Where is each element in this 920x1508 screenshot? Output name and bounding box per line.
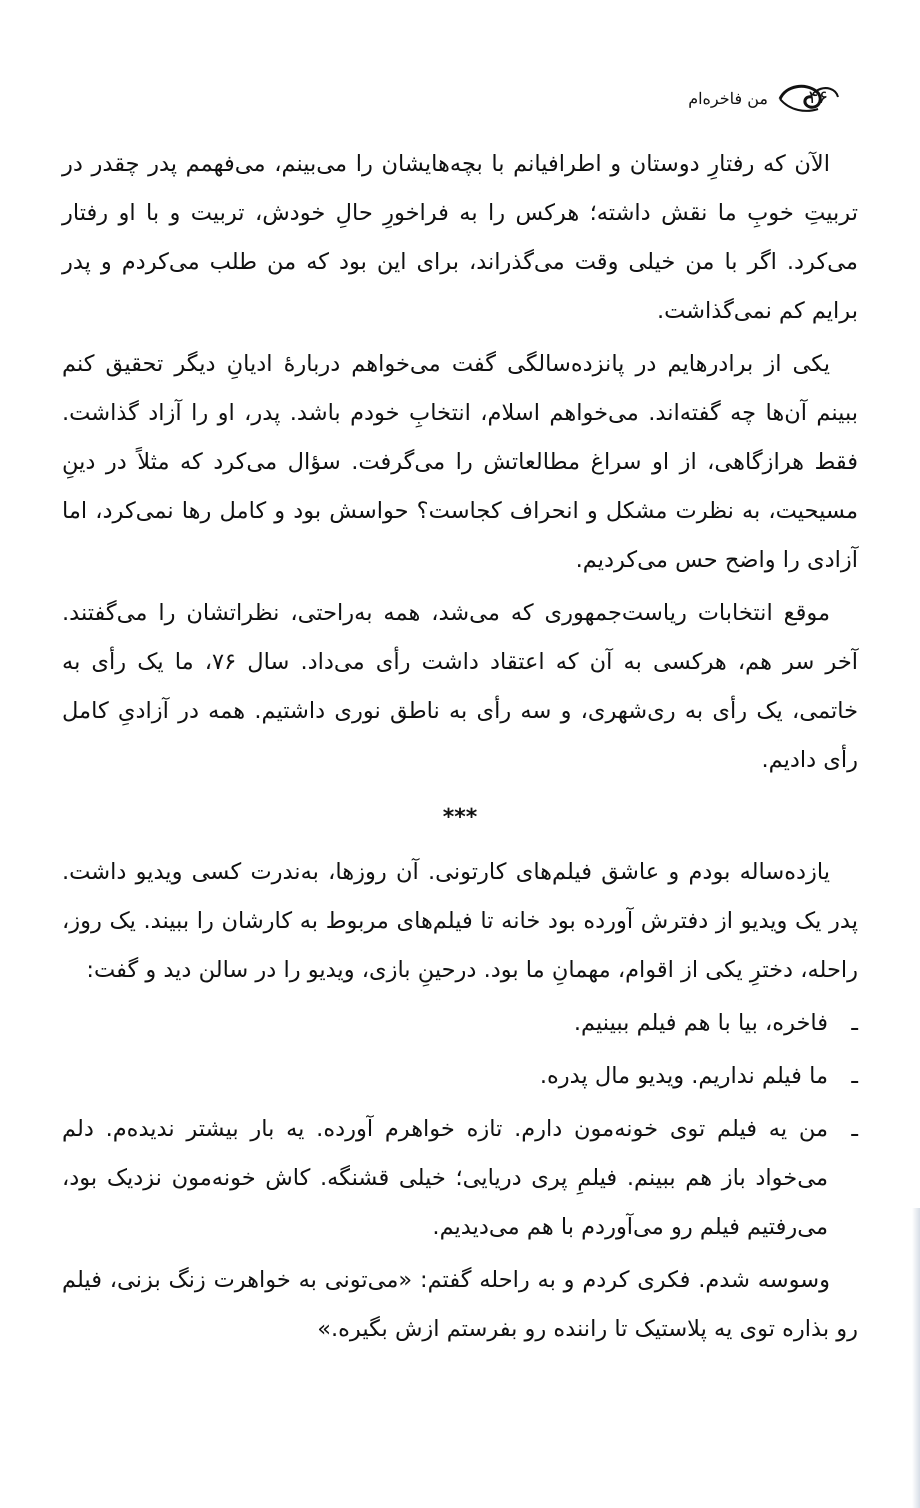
page-edge-shadow [912,1208,920,1508]
paragraph: الآن که رفتارِ دوستان و اطرافیانم با بچه‌هایشان را می‌بینم، می‌فهمم پدر چقدر در تربیتِ خوبِ ما نقش داشته؛ هرکس را به فراخورِ حالِ خودش، تربیت و با او رفتار می‌کرد. اگر با من خیلی وقت می‌گذراند، برای این بود که من طلب می‌کردم و پدر برایم کم نمی‌گذاشت. [62,151,858,324]
running-title: من فاخره‌ام [688,88,768,108]
paragraph: وسوسه شدم. فکری کردم و به راحله گفتم: «می‌تونی به خواهرت زنگ بزنی، فیلم رو بذاره توی یه پلاستیک تا راننده رو بفرستم ازش بگیره.» [62,1267,858,1342]
paragraph: موقع انتخابات ریاست‌جمهوری که می‌شد، همه به‌راحتی، نظراتشان را می‌گفتند. آخر سر هم، هرکسی به آن که اعتقاد داشت رأی می‌داد. سال ۷۶، ما یک رأی به خاتمی، یک رأی به ری‌شهری، و سه رأی به ناطق نوری داشتیم. همه در آزادیِ کامل رأی دادیم. [62,600,859,773]
dialogue-line [62,999,858,1048]
dialogue-dash: ـ [851,1010,858,1036]
dialogue-dash: ـ [851,1063,858,1089]
paragraph: یازده‌ساله بودم و عاشق فیلم‌های کارتونی. آن روزها، به‌ندرت کسی ویدیو داشت. پدر یک ویدیو از دفترش آورده بود خانه تا فیلم‌های مربوط به کارشان را ببیند. یک روز، راحله، دخترِ یکی از اقوام، مهمانِ ما بود. درحینِ بازی، ویدیو را در سالن دید و گفت: [62,859,858,983]
page-number: ۴۶ [808,87,828,108]
swirl-ornament-icon [776,81,840,115]
dialogue-dash: ـ [851,1116,858,1142]
dialogue-text: ما فیلم نداریم. ویدیو مال پدره. [539,1063,828,1089]
dialogue-line [62,1052,858,1101]
dialogue-text: من یه فیلم توی خونه‌مون دارم. تازه خواهرم آورده. یه بار بیشتر ندیده‌م. دلم می‌خواد باز هم ببینم. فیلمِ پری دریایی؛ خیلی قشنگه. کاش خونه‌مون نزدیک بود، می‌رفتیم فیلم رو می‌آوردم با هم می‌دیدیم. [62,1116,828,1240]
page-header [460,78,840,118]
section-separator: *** [442,805,478,830]
body-text [62,140,858,1358]
paragraph: یکی از برادرهایم در پانزده‌سالگی گفت می‌خواهم دربارهٔ ادیانِ دیگر تحقیق کنم ببینم آن‌ها چه گفته‌اند. می‌خواهم اسلام، انتخابِ خودم باشد. پدر، او را آزاد گذاشت. فقط هرازگاهی، از او سراغ مطالعاتش را می‌گرفت. سؤال می‌کرد که مثلاً در دینِ مسیحیت، به نظرت مشکل و انحراف کجاست؟ حواسش بود و کامل رها نمی‌کرد، اما آزادی را واضح حس می‌کردیم. [62,351,858,573]
dialogue-line [62,1105,858,1252]
dialogue-text: فاخره، بیا با هم فیلم ببینیم. [573,1010,828,1036]
